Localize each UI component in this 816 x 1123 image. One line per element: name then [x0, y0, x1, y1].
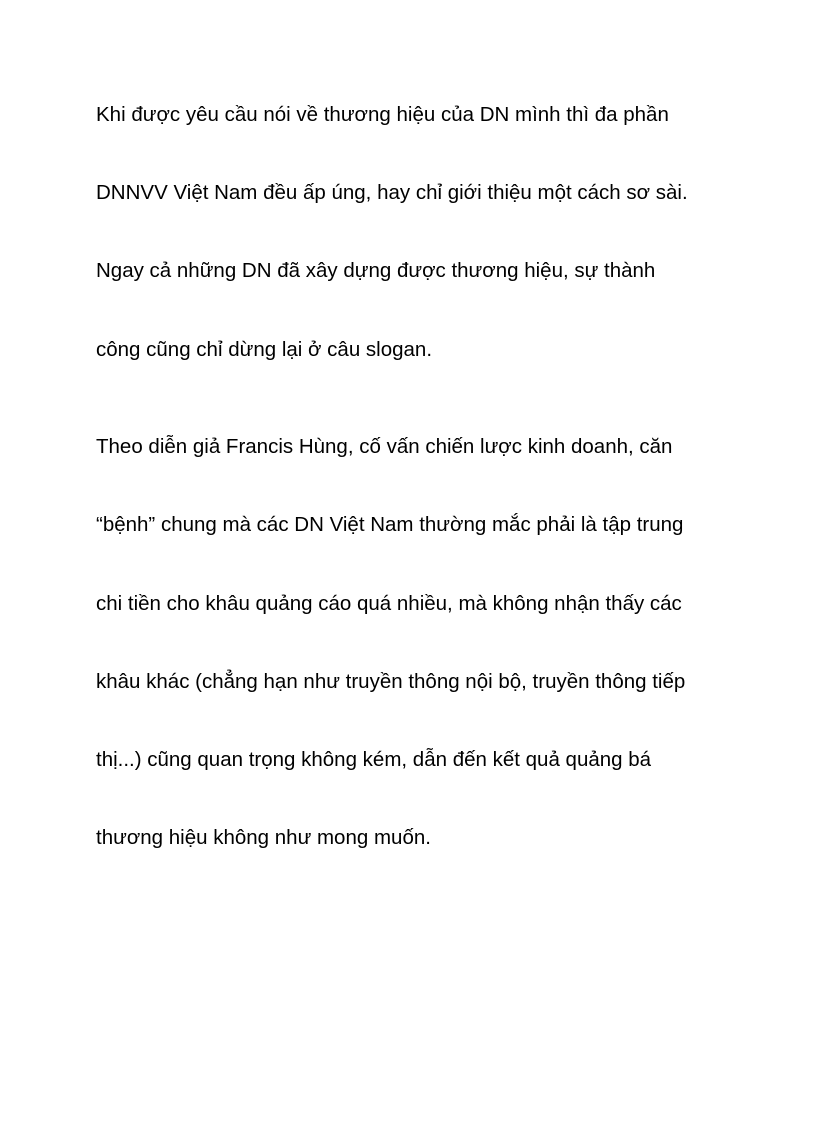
- text-line: công cũng chỉ dừng lại ở câu slogan.: [96, 338, 433, 361]
- text-line: Ngay cả những DN đã xây dựng được thương hiệu, sự thành: [96, 259, 656, 282]
- text-line: thị...) cũng quan trọng không kém, dẫn đến kết quả quảng bá: [96, 748, 652, 771]
- text-line: “bệnh” chung mà các DN Việt Nam thường mắc phải là tập trung: [96, 513, 684, 536]
- text-line: Khi được yêu cầu nói về thương hiệu của DN mình thì đa phần: [96, 103, 669, 126]
- text-line: khâu khác (chẳng hạn như truyền thông nội bộ, truyền thông tiếp: [96, 670, 686, 693]
- text-line: thương hiệu không như mong muốn.: [96, 826, 431, 849]
- text-line: DNNVV Việt Nam đều ấp úng, hay chỉ giới thiệu một cách sơ sài.: [96, 181, 688, 204]
- text-line: chi tiền cho khâu quảng cáo quá nhiều, mà không nhận thấy các: [96, 592, 682, 615]
- text-line: Theo diễn giả Francis Hùng, cố vấn chiến lược kinh doanh, căn: [96, 435, 673, 458]
